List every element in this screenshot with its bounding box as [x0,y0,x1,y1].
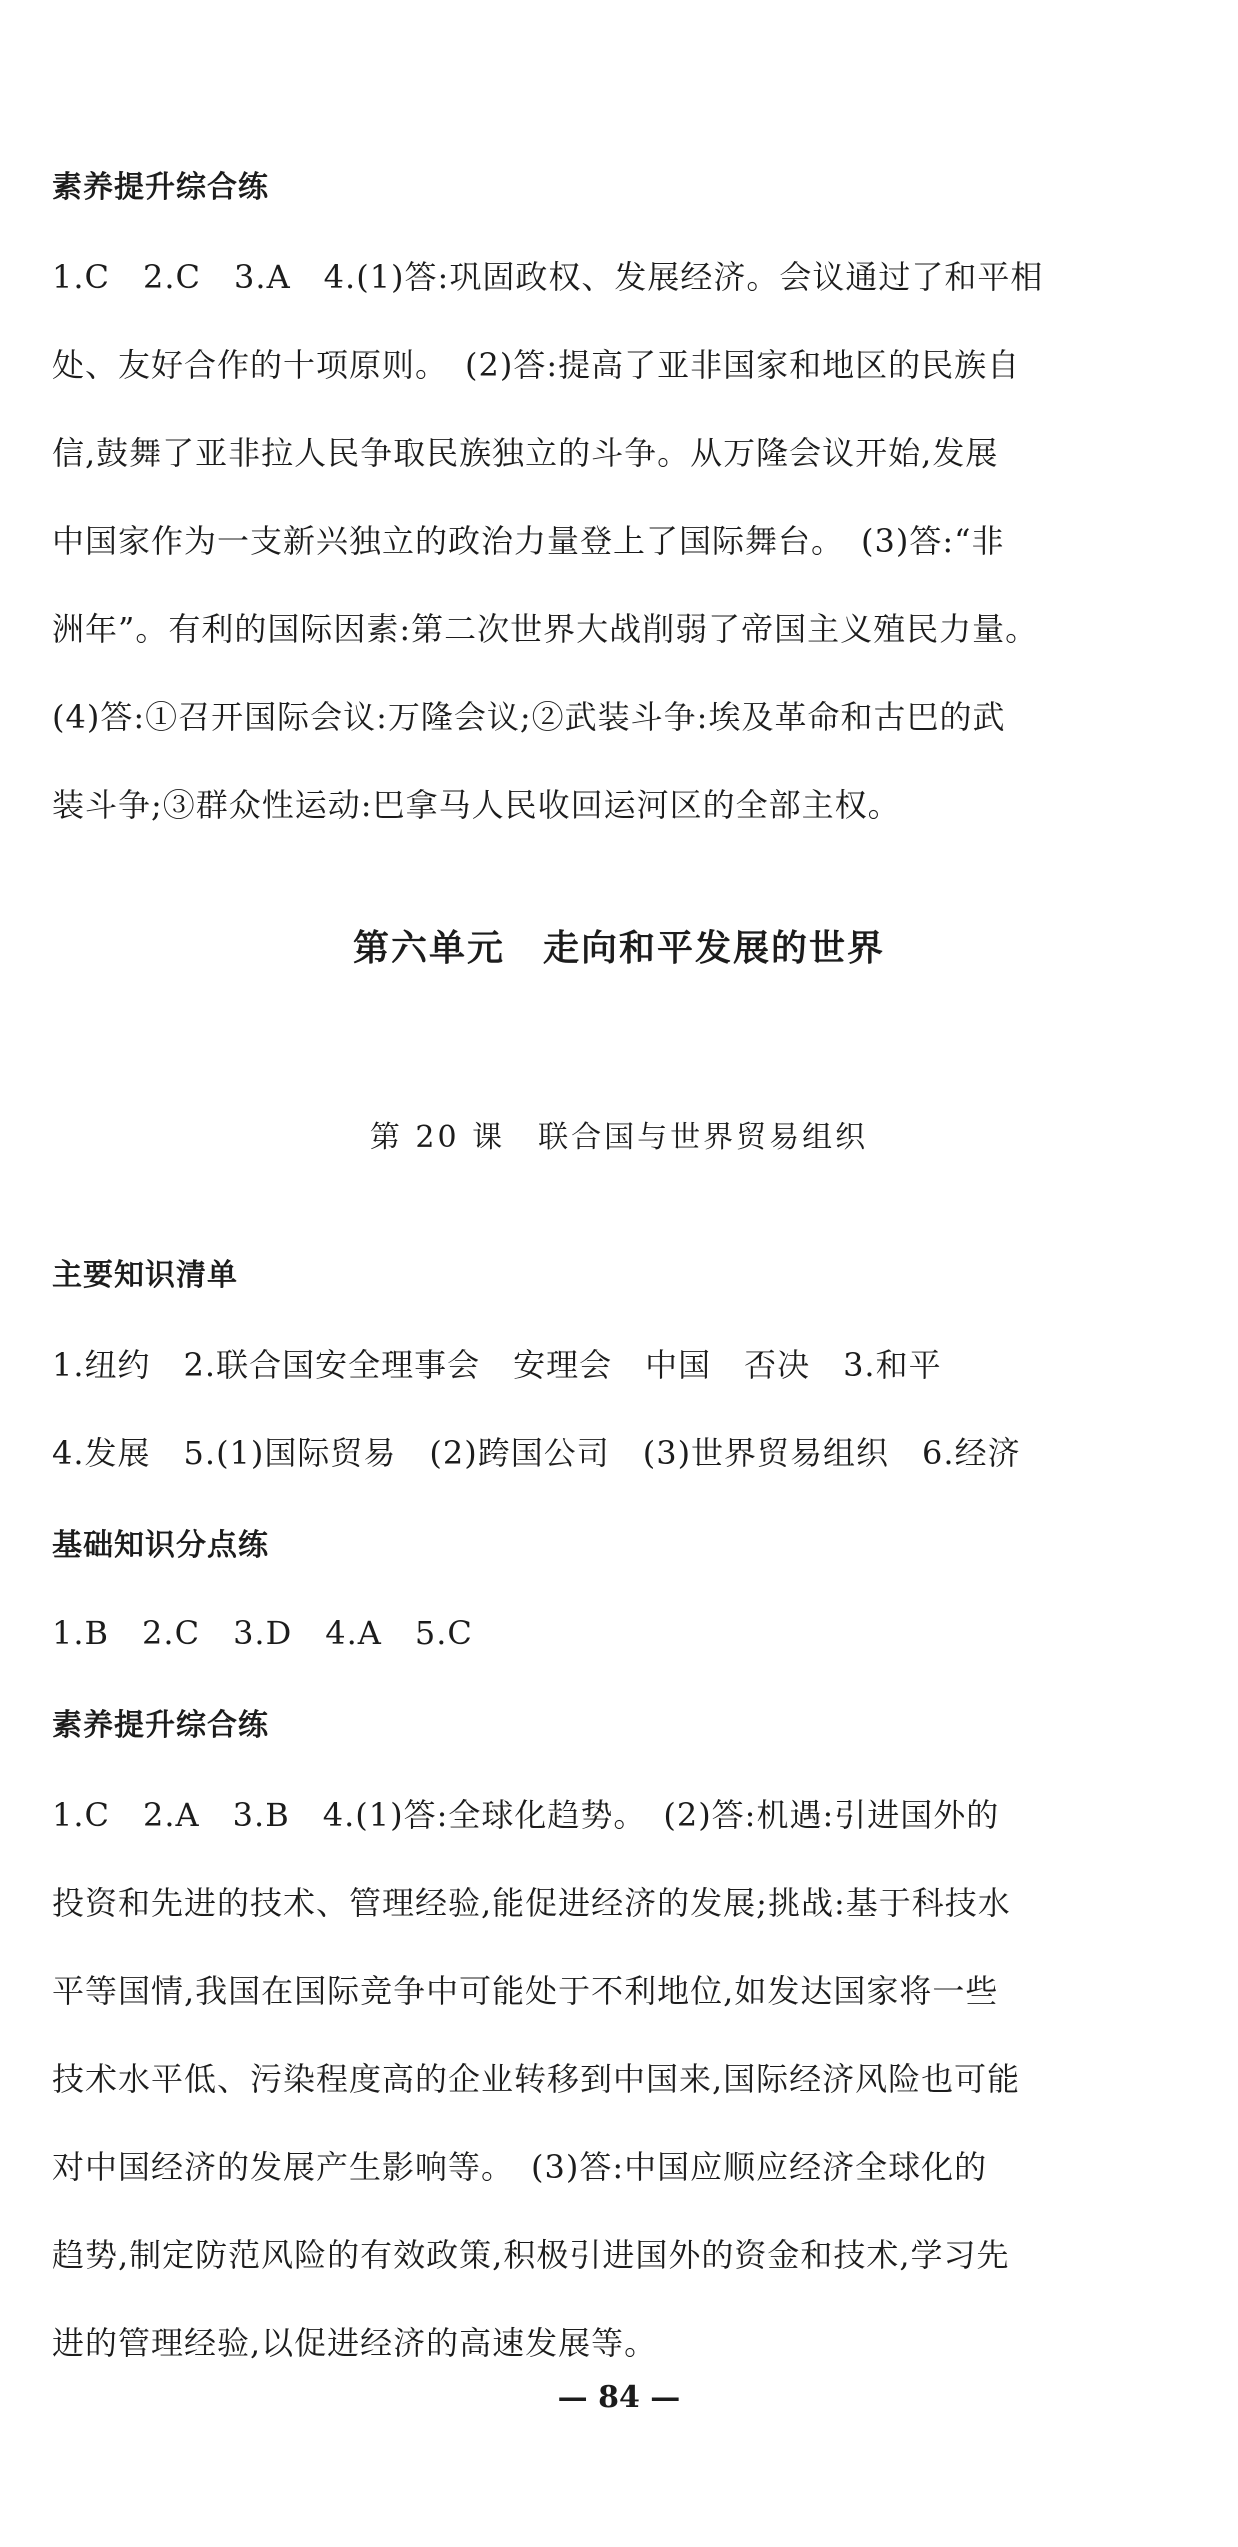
answer-line: 平等国情,我国在国际竞争中可能处于不利地位,如发达国家将一些 [52,1972,999,2010]
answer-line: 中国家作为一支新兴独立的政治力量登上了国际舞台。 (3)答:“非 [52,522,1005,560]
lesson-title: 第 20 课 联合国与世界贸易组织 [369,1120,869,1155]
answer-line: (4)答:①召开国际会议:万隆会议;②武装斗争:埃及革命和古巴的武 [52,698,1006,736]
answer-line: 1.B 2.C 3.D 4.A 5.C [52,1614,473,1652]
unit-title: 第六单元 走向和平发展的世界 [352,928,885,969]
answer-line: 1.C 2.C 3.A 4.(1)答:巩固政权、发展经济。会议通过了和平相 [52,258,1044,296]
page-number: — 84 — [557,2380,681,2415]
answer-line: 洲年”。有利的国际因素:第二次世界大战削弱了帝国主义殖民力量。 [52,610,1039,648]
answer-line: 处、友好合作的十项原则。 (2)答:提高了亚非国家和地区的民族自 [52,346,1021,384]
answer-line: 进的管理经验,以促进经济的高速发展等。 [52,2324,658,2362]
answer-line: 对中国经济的发展产生影响等。 (3)答:中国应顺应经济全球化的 [52,2148,988,2186]
answer-line: 技术水平低、污染程度高的企业转移到中国来,国际经济风险也可能 [52,2060,1021,2098]
answer-line: 1.C 2.A 3.B 4.(1)答:全球化趋势。 (2)答:机遇:引进国外的 [52,1796,1000,1834]
section-heading: 主要知识清单 [52,1258,238,1293]
answer-line: 趋势,制定防范风险的有效政策,积极引进国外的资金和技术,学习先 [52,2236,1010,2274]
answer-line: 1.纽约 2.联合国安全理事会 安理会 中国 否决 3.和平 [52,1346,942,1384]
section-heading: 素养提升综合练 [52,1708,269,1743]
answer-line: 信,鼓舞了亚非拉人民争取民族独立的斗争。从万隆会议开始,发展 [52,434,999,472]
answer-line: 投资和先进的技术、管理经验,能促进经济的发展;挑战:基于科技水 [52,1884,1011,1922]
answer-line: 4.发展 5.(1)国际贸易 (2)跨国公司 (3)世界贸易组织 6.经济 [52,1434,1021,1472]
answer-line: 装斗争;③群众性运动:巴拿马人民收回运河区的全部主权。 [52,786,901,824]
section-heading: 基础知识分点练 [52,1528,269,1563]
section-heading: 素养提升综合练 [52,170,269,205]
